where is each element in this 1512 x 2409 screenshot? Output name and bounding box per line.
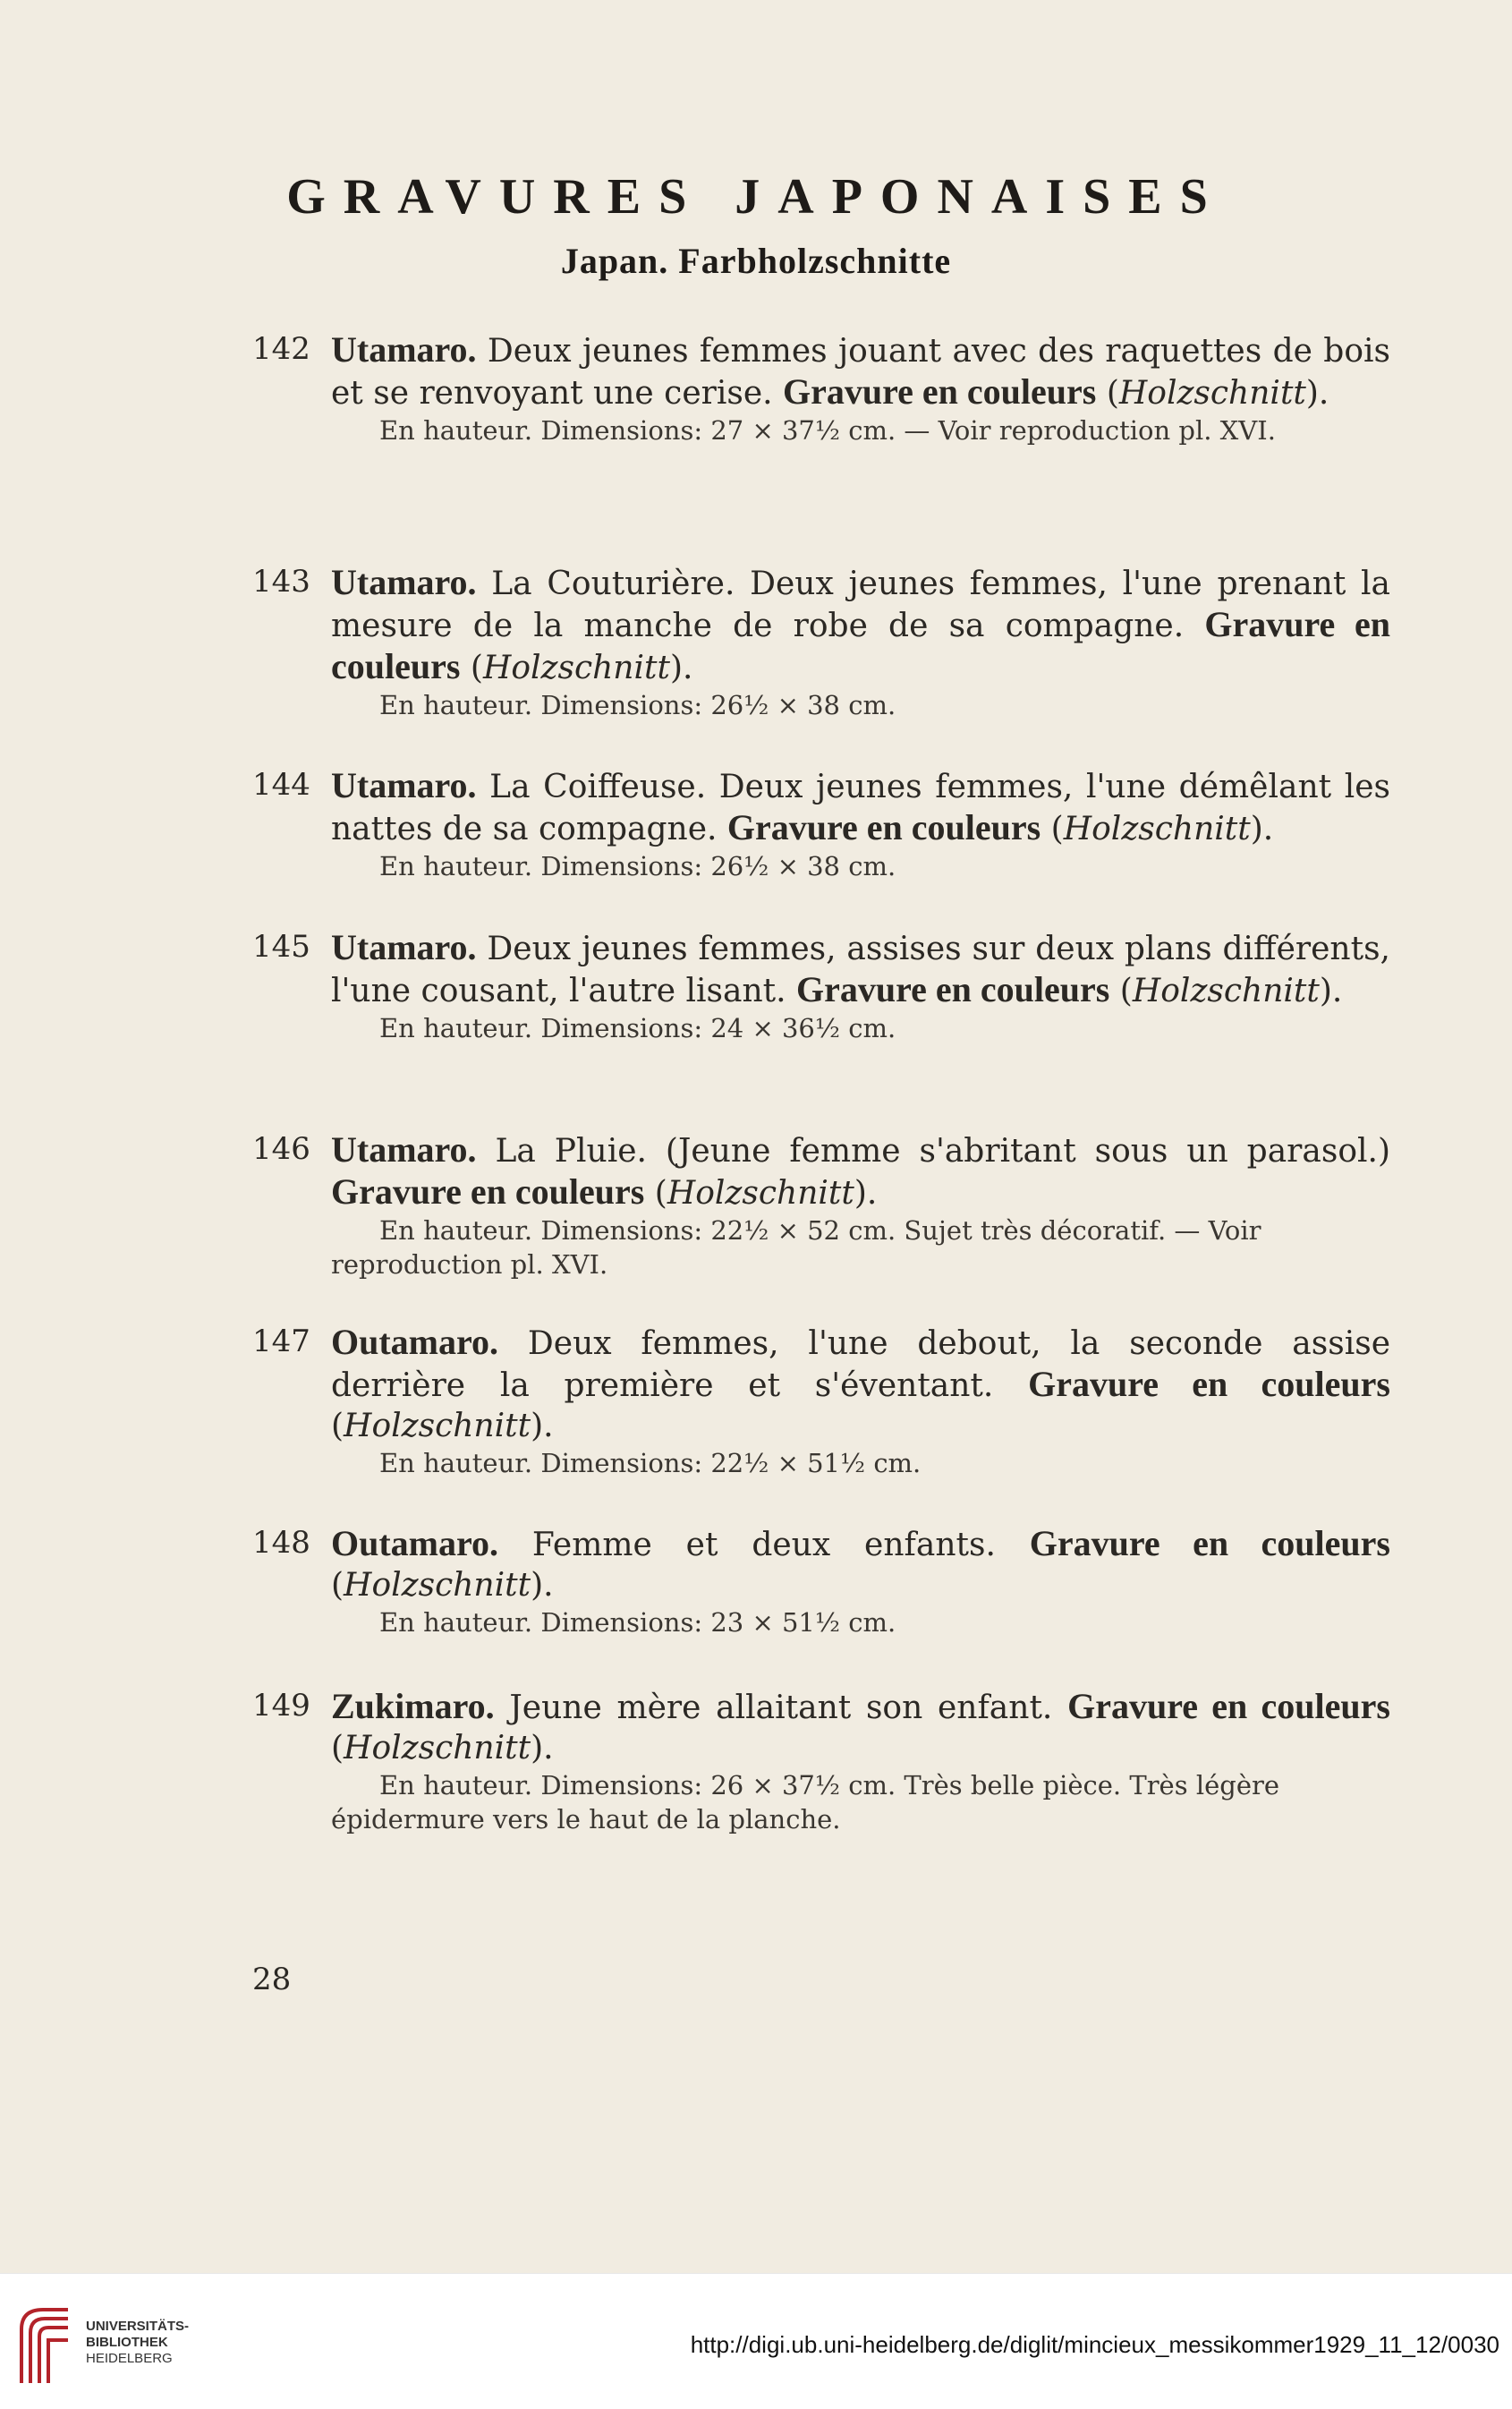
entry-text: Utamaro. Deux jeunes femmes, assises sur deux plans différents, l'une cousant, l'autre lisant. Gravure en couleurs (Holzschnitt).: [331, 927, 1390, 1009]
entry-description: La Pluie. (Jeune femme s'abritant sous un parasol.): [476, 1133, 1390, 1170]
entry-number: 145: [252, 929, 310, 965]
ub-heidelberg-logo-icon[interactable]: [16, 2303, 73, 2388]
entry-number: 142: [252, 331, 310, 367]
library-name: UNIVERSITÄTS- BIBLIOTHEK HEIDELBERG: [86, 2319, 190, 2366]
entry-text: Zukimaro. Jeune mère allaitant son enfant. Gravure en couleurs (Holzschnitt).: [331, 1686, 1390, 1766]
entry-artist: Zukimaro.: [331, 1686, 495, 1726]
entry-technique: Gravure en couleurs: [726, 807, 1041, 847]
page-number: 28: [252, 1962, 292, 1997]
entry-artist: Outamaro.: [331, 1523, 499, 1563]
catalog-entry-144: [252, 765, 1390, 883]
catalog-entry-148: [252, 1523, 1390, 1639]
entry-number: 147: [252, 1324, 310, 1359]
entry-artist: Utamaro.: [331, 1129, 477, 1170]
entry-technique: Gravure en couleurs: [1029, 1523, 1390, 1563]
catalog-entry-147: [252, 1322, 1390, 1480]
page-title: GRAVURES JAPONAISES: [286, 169, 1226, 225]
entry-medium: Holzschnitt: [482, 650, 670, 686]
entry-number: 149: [252, 1688, 310, 1724]
catalog-entry-145: [252, 927, 1390, 1045]
entry-text: Utamaro. La Coiffeuse. Deux jeunes femmes, l'une démêlant les nattes de sa compagne. Gravure en couleurs (Holzschnitt).: [331, 765, 1390, 847]
entry-number: 148: [252, 1525, 310, 1561]
entry-medium: Holzschnitt: [344, 1730, 531, 1766]
entry-description: Deux jeunes femmes jouant avec des raquettes de bois et se renvoyant une cerise.: [331, 333, 1390, 412]
catalog-entry-146: [252, 1129, 1390, 1281]
source-url-link[interactable]: http://digi.ub.uni-heidelberg.de/diglit/mincieux_messikommer1929_11_12/0030: [690, 2331, 1499, 2358]
entry-medium: Holzschnitt: [344, 1408, 531, 1444]
entry-technique: Gravure en couleurs: [331, 1171, 645, 1212]
entry-description: Jeune mère allaitant son enfant.: [494, 1690, 1068, 1726]
entry-text: Utamaro. La Pluie. (Jeune femme s'abritant sous un parasol.) Gravure en couleurs (Holzschnitt).: [331, 1129, 1390, 1212]
entry-technique: Gravure en couleurs: [1067, 1686, 1390, 1726]
catalog-entry-143: [252, 562, 1390, 722]
entry-text: Outamaro. Femme et deux enfants. Gravure en couleurs (Holzschnitt).: [331, 1523, 1390, 1604]
entry-detail: En hauteur. Dimensions: 27 × 37½ cm. — Voir reproduction pl. XVI.: [379, 415, 1276, 446]
catalog-entry-149: [252, 1686, 1390, 1836]
entry-medium: Holzschnitt: [667, 1175, 854, 1212]
footer-bar: [0, 2273, 1512, 2409]
entry-technique: Gravure en couleurs: [783, 371, 1097, 412]
entry-medium: Holzschnitt: [1132, 973, 1320, 1009]
entry-artist: Utamaro.: [331, 765, 477, 805]
page-subtitle: Japan. Farbholzschnitte: [560, 241, 952, 281]
entry-text: Outamaro. Deux femmes, l'une debout, la seconde assise derrière la première et s'éventant. Gravure en couleurs (Holzschnitt).: [331, 1322, 1390, 1444]
catalog-entry-142: [252, 329, 1390, 447]
entry-detail: En hauteur. Dimensions: 26 × 37½ cm. Très belle pièce. Très légère épidermure vers le haut de la planche.: [331, 1770, 1280, 1834]
entry-detail: En hauteur. Dimensions: 22½ × 51½ cm.: [379, 1448, 922, 1478]
entry-artist: Utamaro.: [331, 329, 477, 370]
entry-text: Utamaro. La Couturière. Deux jeunes femmes, l'une prenant la mesure de la manche de robe de sa compagne. Gravure en couleurs (Holzschnitt).: [331, 562, 1390, 686]
entry-description: Femme et deux enfants.: [498, 1527, 1030, 1563]
entry-medium: Holzschnitt: [344, 1567, 531, 1604]
entry-detail: En hauteur. Dimensions: 22½ × 52 cm. Sujet très décoratif. — Voir reproduction pl. XVI.: [331, 1215, 1261, 1280]
entry-number: 146: [252, 1131, 310, 1167]
entry-detail: En hauteur. Dimensions: 23 × 51½ cm.: [379, 1607, 896, 1638]
entry-detail: En hauteur. Dimensions: 24 × 36½ cm.: [379, 1013, 896, 1043]
entry-detail: En hauteur. Dimensions: 26½ × 38 cm.: [379, 690, 896, 720]
entry-technique: Gravure en couleurs: [331, 604, 1390, 686]
entry-description: Deux femmes, l'une debout, la seconde assise derrière la première et s'éventant.: [331, 1325, 1390, 1404]
entry-artist: Utamaro.: [331, 562, 477, 602]
entry-description: La Coiffeuse. Deux jeunes femmes, l'une démêlant les nattes de sa compagne.: [331, 769, 1390, 847]
entry-artist: Outamaro.: [331, 1322, 499, 1362]
entry-technique: Gravure en couleurs: [1028, 1364, 1390, 1404]
entry-number: 143: [252, 564, 310, 600]
entry-technique: Gravure en couleurs: [796, 969, 1110, 1009]
entry-number: 144: [252, 767, 310, 803]
entry-text: Utamaro. Deux jeunes femmes jouant avec des raquettes de bois et se renvoyant une cerise. Gravure en couleurs (Holzschnitt).: [331, 329, 1390, 412]
entry-description: La Couturière. Deux jeunes femmes, l'une prenant la mesure de la manche de robe de sa compagne.: [331, 566, 1390, 644]
entry-artist: Utamaro.: [331, 927, 477, 967]
entry-medium: Holzschnitt: [1063, 811, 1251, 847]
entry-detail: En hauteur. Dimensions: 26½ × 38 cm.: [379, 851, 896, 881]
entry-medium: Holzschnitt: [1118, 375, 1306, 412]
entry-description: Deux jeunes femmes, assises sur deux plans différents, l'une cousant, l'autre lisant.: [331, 931, 1390, 1009]
